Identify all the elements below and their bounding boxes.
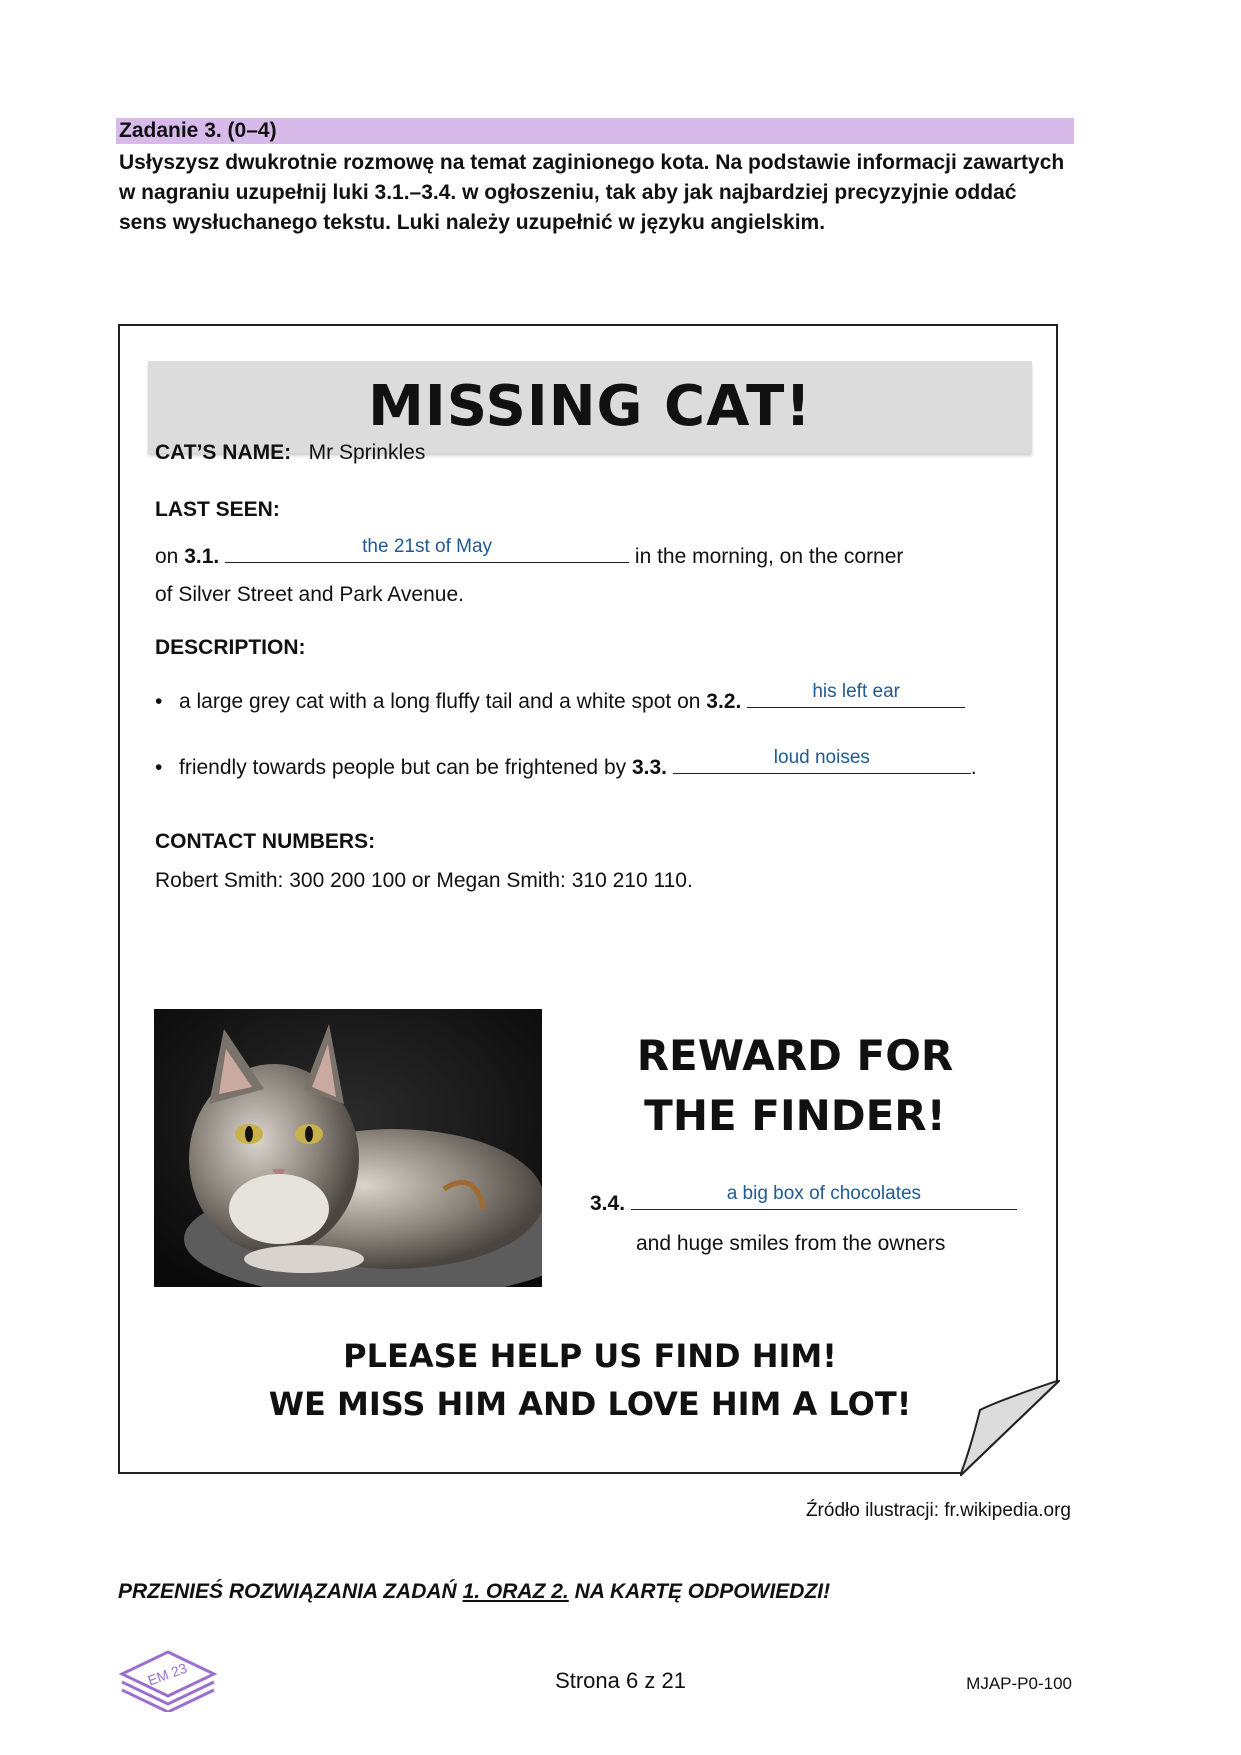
gap-3-2-label: 3.2. [706,690,742,713]
reward-title [600,1026,990,1146]
page-number: Strona 6 z 21 [555,1668,686,1693]
last-seen-line2: of Silver Street and Park Avenue. [155,583,464,606]
gap-3-3-label: 3.3. [631,756,667,779]
description-label: DESCRIPTION: [155,636,306,659]
contact-label: CONTACT NUMBERS: [155,830,376,853]
gap-3-1-label: 3.1. [184,545,220,568]
bullet-2-text: friendly towards people but can be frightened by [179,756,627,779]
transfer-suffix: NA KARTĘ ODPOWIEDZI! [574,1580,831,1603]
gap-3-3[interactable] [673,747,971,774]
bullet-icon: • [155,756,163,779]
task-header: Zadanie 3. (0–4) [116,118,1074,144]
description-bullet-1 [155,681,965,716]
gap-3-1[interactable] [225,536,629,563]
exam-code: MJAP-P0-100 [966,1674,1072,1693]
reward-gap-row [590,1183,1017,1218]
transfer-prefix: PRZENIEŚ ROZWIĄZANIA ZADAŃ [118,1580,457,1603]
gap-3-2[interactable] [747,681,965,708]
bullet-1-text: a large grey cat with a long fluffy tail and a white spot on [179,690,701,713]
missing-cat-poster [118,324,1058,1474]
gap-3-2-answer: his left ear [812,681,900,702]
reward-extra: and huge smiles from the owners [636,1232,946,1255]
task-instructions: Usłyszysz dwukrotnie rozmowę na temat zaginionego kota. Na podstawie informacji zawartych w nagraniu uzupełnij luki 3.1.–3.4. w ogłoszeniu, tak aby jak najbardziej precyzyjnie oddać sens wysłuchanego tekstu. Luki należy uzupełnić w języku angielskim. [119,151,1065,234]
last-seen-row [155,536,904,571]
gap-3-3-answer: loud noises [773,747,870,768]
gap-3-4-label: 3.4. [590,1192,626,1215]
image-source: Źródło ilustracji: fr.wikipedia.org [805,1500,1071,1521]
bullet-icon: • [155,690,163,713]
last-seen-label: LAST SEEN: [155,498,280,521]
gap-3-4-answer: a big box of chocolates [726,1183,922,1204]
page-curl-icon [960,1380,1060,1476]
gap-3-4[interactable] [631,1183,1017,1210]
reward-line-2: THE FINDER! [644,1091,946,1140]
contact-text: Robert Smith: 300 200 100 or Megan Smith: 310 210 110. [155,869,693,892]
last-seen-suffix: in the morning, on the corner [634,545,904,568]
svg-text:EM 23: EM 23 [145,1659,190,1689]
description-bullet-2 [155,747,977,782]
cat-photo [154,1009,542,1287]
gap-3-1-answer: the 21st of May [362,536,493,557]
bullet-2-end: . [970,756,977,779]
closing-line-1: PLEASE HELP US FIND HIM! [343,1337,837,1375]
closing-message [120,1332,1060,1428]
closing-line-2: WE MISS HIM AND LOVE HIM A LOT! [268,1385,912,1423]
last-seen-prefix: on [155,545,179,568]
transfer-underlined: 1. ORAZ 2. [462,1580,569,1603]
cats-name-row [155,439,425,467]
poster-title: MISSING CAT! [148,361,1032,453]
cats-name-value: Mr Sprinkles [308,441,426,464]
reward-line-1: REWARD FOR [636,1031,954,1080]
transfer-notice [118,1580,830,1604]
cats-name-label: CAT’S NAME: [155,441,292,464]
